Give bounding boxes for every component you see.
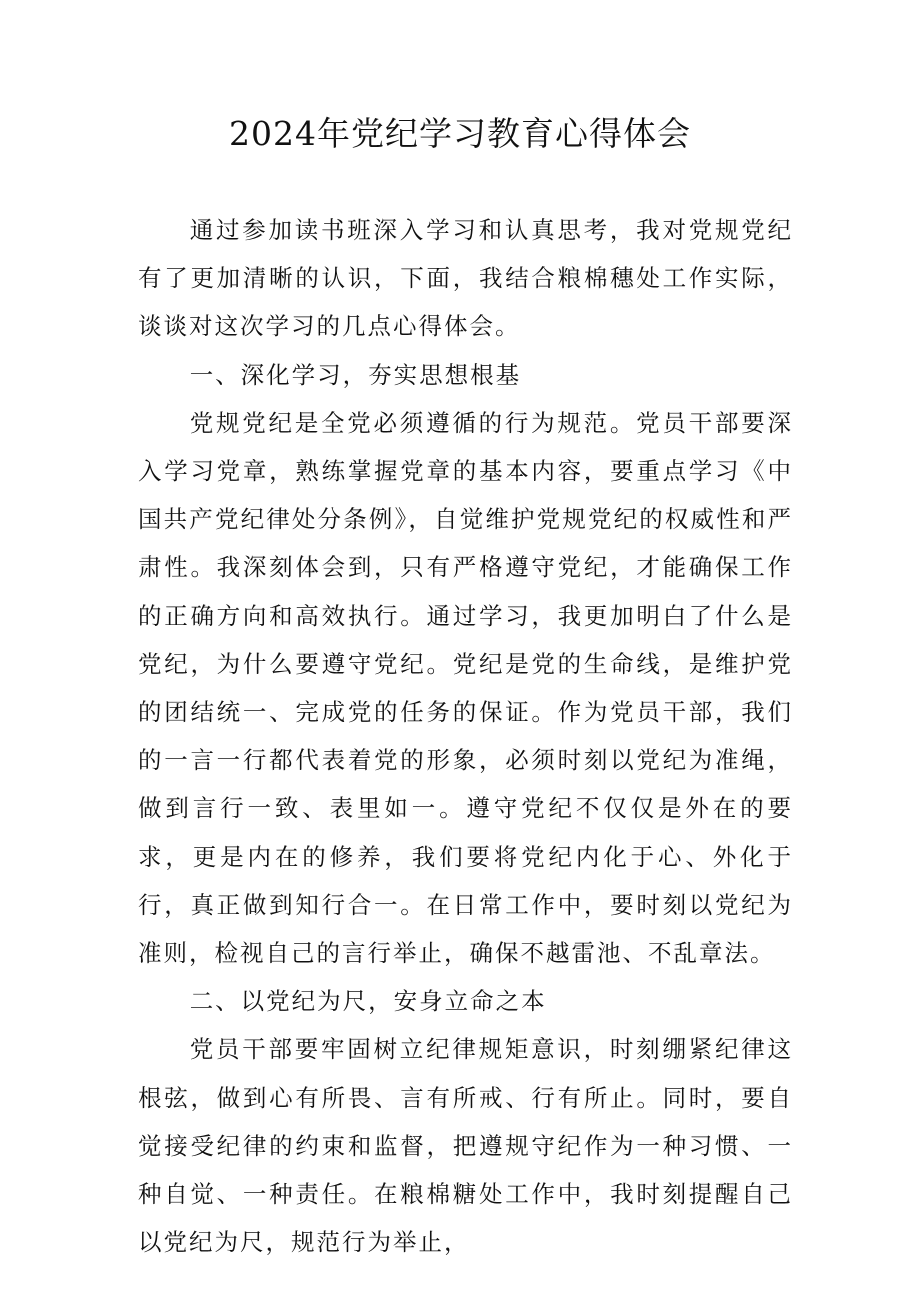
document-title: 2024年党纪学习教育心得体会 <box>229 114 691 153</box>
intro-paragraph: 通过参加读书班深入学习和认真思考，我对党规党纪有了更加清晰的认识，下面，我结合粮棉穗处工作实际，谈谈对这次学习的几点心得体会。 <box>138 216 793 341</box>
section-1-paragraph: 党规党纪是全党必须遵循的行为规范。党员干部要深入学习党章，熟练掌握党章的基本内容，要重点学习《中国共产党纪律处分条例》，自觉维护党规党纪的权威性和严肃性。我深刻体会到，只有严格遵守党纪，才能确保工作的正确方向和高效执行。通过学习，我更加明白了什么是党纪，为什么要遵守党纪。党纪是党的生命线，是维护党的团结统一、完成党的任务的保证。作为党员干部，我们的一言一行都代表着党的形象，必须时刻以党纪为准绳，做到言行一致、表里如一。遵守党纪不仅仅是外在的要求，更是内在的修养，我们要将党纪内化于心、外化于行，真正做到知行合一。在日常工作中，要时刻以党纪为准则，检视自己的言行举止，确保不越雷池、不乱章法。 <box>138 408 793 968</box>
section-2-paragraph: 党员干部要牢固树立纪律规矩意识，时刻绷紧纪律这根弦，做到心有所畏、言有所戒、行有所止。同时，要自觉接受纪律的约束和监督，把遵规守纪作为一种习惯、一种自觉、一种责任。在粮棉糖处工作中，我时刻提醒自己以党纪为尺，规范行为举止， <box>138 1035 793 1257</box>
section-heading-1: 一、深化学习，夯实思想根基 <box>189 360 522 389</box>
document-body <box>138 206 793 1266</box>
section-heading-2: 二、以党纪为尺，安身立命之本 <box>189 987 547 1016</box>
